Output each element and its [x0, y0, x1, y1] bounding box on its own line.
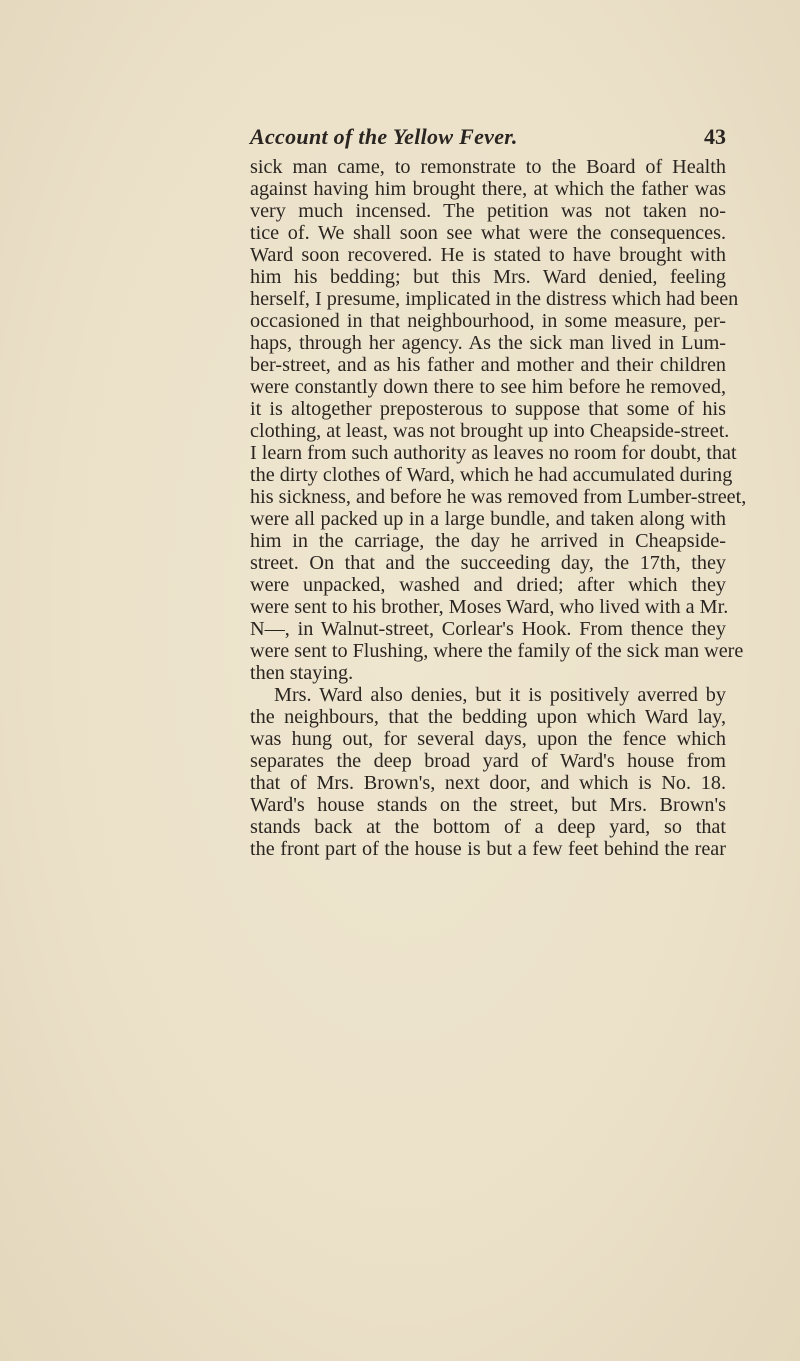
text-line: him in the carriage, the day he arrived in Cheapside- — [250, 530, 726, 552]
text-line: ber-street, and as his father and mother and their children — [250, 354, 726, 376]
text-line: were constantly down there to see him before he removed, — [250, 376, 726, 398]
text-line: his sickness, and before he was removed from Lumber-street, — [250, 486, 747, 508]
text-line: I learn from such authority as leaves no room for doubt, that — [250, 442, 737, 464]
text-line: clothing, at least, was not brought up into Cheapside-street. — [250, 420, 730, 442]
text-line: Mrs. Ward also denies, but it is positively averred by — [274, 684, 726, 706]
text-line: Ward soon recovered. He is stated to have brought with — [250, 244, 726, 266]
text-line: were sent to his brother, Moses Ward, who lived with a Mr. — [250, 596, 729, 618]
body-text — [250, 156, 747, 860]
text-line: sick man came, to remonstrate to the Board of Health — [250, 156, 726, 178]
text-line: occasioned in that neighbourhood, in some measure, per- — [250, 310, 726, 332]
page-number: 43 — [704, 124, 726, 149]
text-line: the dirty clothes of Ward, which he had accumulated during — [250, 464, 733, 486]
page-header — [250, 124, 726, 154]
text-line: stands back at the bottom of a deep yard, so that — [250, 816, 726, 838]
text-line: Ward's house stands on the street, but Mrs. Brown's — [250, 794, 726, 816]
text-line: were sent to Flushing, where the family of the sick man were — [250, 640, 744, 662]
text-line: herself, I presume, implicated in the distress which had been — [250, 288, 739, 310]
text-line: the front part of the house is but a few feet behind the rear — [250, 838, 726, 860]
text-line: tice of. We shall soon see what were the consequences. — [250, 222, 726, 244]
running-title: Account of the Yellow Fever. — [250, 124, 518, 149]
text-line: were all packed up in a large bundle, and taken along with — [250, 508, 726, 530]
text-line: him his bedding; but this Mrs. Ward denied, feeling — [250, 266, 726, 288]
text-line: haps, through her agency. As the sick man lived in Lum- — [250, 332, 726, 354]
text-line: it is altogether preposterous to suppose that some of his — [250, 398, 726, 420]
text-line: were unpacked, washed and dried; after which they — [250, 574, 726, 596]
text-line: was hung out, for several days, upon the fence which — [250, 728, 726, 750]
text-line: separates the deep broad yard of Ward's house from — [250, 750, 726, 772]
text-line: that of Mrs. Brown's, next door, and which is No. 18. — [250, 772, 726, 794]
text-line: against having him brought there, at which the father was — [250, 178, 726, 200]
text-line: N—, in Walnut-street, Corlear's Hook. From thence they — [250, 618, 726, 640]
text-line: then staying. — [250, 662, 354, 684]
text-line: very much incensed. The petition was not taken no- — [250, 200, 726, 222]
text-line: the neighbours, that the bedding upon which Ward lay, — [250, 706, 726, 728]
text-line: street. On that and the succeeding day, the 17th, they — [250, 552, 726, 574]
